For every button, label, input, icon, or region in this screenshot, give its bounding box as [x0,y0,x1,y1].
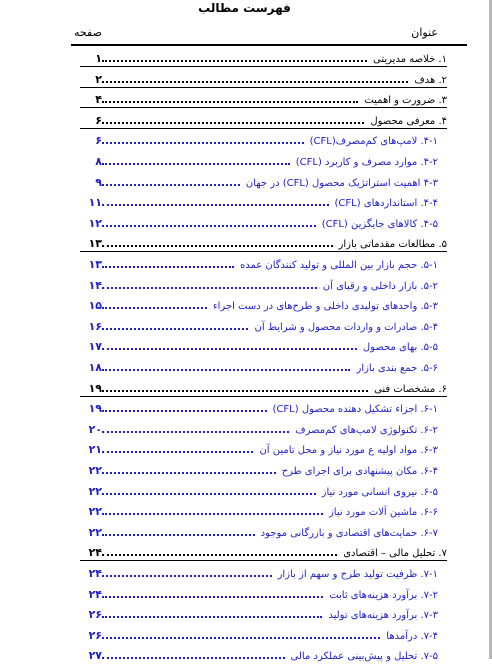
toc-page-number: ۱۳ [88,237,102,251]
toc-entry-title: ۶-۲. تکنولوژی لامپ‌های کم‌مصرف [295,424,438,436]
toc-entry-title: ۲. هدف [414,74,447,86]
toc-section-row[interactable] [0,47,492,67]
toc-entry-title: ۶-۵. نیروی انسانی مورد نیاز [321,486,438,498]
toc-page-number: ۱۹ [88,381,102,395]
toc-page-number: ۲ [95,72,102,86]
toc-page-number: ۱۶ [88,319,102,333]
toc-page-number: ۲۴ [88,587,102,601]
toc-page-number: ۱۲ [88,216,102,230]
toc-page-number: ۱۹ [88,402,102,416]
toc-page-number: ۱۸ [88,361,102,374]
dot-leader [102,287,317,289]
toc-subsection-row[interactable] [0,150,492,170]
dot-leader [102,616,322,618]
toc-entry-title: ۵-۱. حجم بازار بین المللی و تولید کنندگان عمده [239,260,438,271]
toc-entry-title: ۳. ضرورت و اهمیت [364,95,447,107]
toc-entry-title: ۶-۳. مواد اولیه ع مورد نیاز و محل تامین آن [259,445,438,457]
toc-page-number: ۲۷ [88,649,102,663]
toc-page-number: ۱۴ [88,278,102,292]
toc-entry-title: ۶-۷. حمایت‌های اقتصادی و بازرگانی موجود [260,527,438,539]
dot-leader [102,513,323,515]
toc-subsection-row[interactable] [0,644,492,664]
dot-leader [102,534,255,536]
page-column-header: صفحه [74,26,102,39]
toc-subsection-row[interactable] [0,418,492,438]
dot-leader [102,122,364,124]
toc-entry-title: ۵-۵. بهای محصول [362,342,438,354]
toc-section-row[interactable] [0,232,492,252]
toc-entry-title: ۷-۱. ظرفیت تولید طرح و سهم از بازار [277,569,438,580]
dot-leader [102,101,358,103]
toc-entry-title: ۴-۴. استانداردهای (CFL) [334,198,438,210]
toc-page-number: ۲۴ [88,567,102,580]
toc-entry-title: ۵-۴. صادرات و واردات محصول و شرایط آن [254,321,438,333]
toc-subsection-row[interactable] [0,129,492,149]
toc-entry-title: ۷-۲. برآورد هزینه‌های ثابت [329,589,438,601]
toc-page-number: ۸ [95,155,102,168]
toc-entry-title: ۶-۶. ماشین آلات مورد نیاز [328,507,438,519]
toc-entry-title: ۴-۱. لامپ‌های کم‌مصرف(CFL) [309,136,438,148]
toc-entry-title: ۱. خلاصه مدیریتی [373,54,447,65]
dot-leader [102,451,253,453]
dot-leader [102,204,329,206]
toc-subsection-row[interactable] [0,438,492,458]
toc-subsection-row[interactable] [0,335,492,355]
toc-page-number: ۲۱ [88,443,102,457]
dot-leader [102,142,304,144]
toc-subsection-row[interactable] [0,500,492,520]
toc-page-number: ۱ [95,52,102,65]
toc-page-number: ۶ [95,113,102,127]
toc-entry-title: ۴. معرفی محصول [370,115,447,127]
toc-entry-title: ۴-۳ اهمیت استراتژیک محصول (CFL) در جهان [245,177,438,189]
dot-leader [102,637,380,639]
toc-page-number: ۱۳ [88,258,102,271]
dot-leader [102,60,367,62]
toc-entry-title: ۷-۳. برآورد هزینه‌های تولید [328,610,438,622]
toc-entry-title: ۶-۱. اجزاء تشکیل دهنده محصول (CFL) [272,404,438,416]
toc-subsection-row[interactable] [0,253,492,273]
toc-page-number: ۴ [95,93,102,107]
toc-entry-title: ۵-۲. بازار داخلی و رقبای آن [322,280,438,292]
toc-page-number: ۲۴ [88,546,102,560]
dot-leader [102,657,285,659]
toc-page-number: ۲۲ [88,484,102,498]
dot-leader [102,328,248,330]
toc-section-row[interactable] [0,68,492,88]
toc-subsection-row[interactable] [0,212,492,232]
dot-leader [102,493,316,495]
toc-page-number: ۶ [95,134,102,148]
dot-leader [102,554,337,556]
dot-leader [102,369,350,371]
toc-page-number: ۲۰ [88,422,102,436]
toc-subsection-row[interactable] [0,480,492,500]
toc-section-row[interactable] [0,541,492,561]
dot-leader [102,410,267,412]
toc-entry-title: ۵. مطالعات مقدماتی بازار [338,239,447,251]
title-column-header: عنوان [411,26,438,39]
dot-leader [102,81,408,83]
dot-leader [102,431,289,433]
page-title: فهرست مطالب [198,1,291,15]
toc-subsection-row[interactable] [0,397,492,417]
toc-entry-title: ۴-۲. موارد مصرف و کاربرد (CFL) [295,157,438,168]
toc-subsection-row[interactable] [0,459,492,479]
toc-page-number: ۲۲ [88,505,102,519]
dot-leader [102,245,333,247]
toc-page-number: ۱۱ [88,196,102,210]
toc-subsection-row[interactable] [0,315,492,335]
toc-subsection-row[interactable] [0,562,492,582]
toc-entry-title: ۵-۶. جمع بندی بازار [356,363,438,374]
toc-entry-title: ۵-۳. واحدهای تولیدی داخلی و طرح‌های در دست اجراء [212,301,438,313]
toc-subsection-row[interactable] [0,603,492,623]
dot-leader [102,266,234,268]
toc-subsection-row[interactable] [0,356,492,376]
dot-leader [102,596,323,598]
dot-leader [102,575,272,577]
toc-subsection-row[interactable] [0,171,492,191]
dot-leader [102,390,368,392]
toc-page-number: ۲۶ [88,608,102,622]
toc-entry-title: ۶-۴. مکان پیشنهادی برای اجرای طرح [281,466,438,477]
toc-section-row[interactable] [0,377,492,397]
toc-entry-title: ۷. تحلیل مالی – اقتصادی [343,548,447,560]
toc-section-row[interactable] [0,88,492,108]
toc-entry-title: ۴-۵. کالاهای جایگزین (CFL) [321,218,438,230]
toc-entry-title: ۷-۴. درآمدها [386,630,438,642]
dot-leader [102,348,357,350]
toc-subsection-row[interactable] [0,583,492,603]
dot-leader [102,472,276,474]
toc-page-number: ۱۷ [88,340,102,354]
toc-entry-title: ۶. مشخصات فنی [374,383,447,395]
toc-page-number: ۲۲ [88,464,102,477]
toc-subsection-row[interactable] [0,191,492,211]
toc-page-number: ۲۲ [88,525,102,539]
dot-leader [102,225,316,227]
toc-page-number: ۹ [95,175,102,189]
toc-page-number: ۱۵ [88,299,102,313]
dot-leader [102,307,207,309]
toc-subsection-row[interactable] [0,274,492,294]
toc-subsection-row[interactable] [0,294,492,314]
toc-subsection-row[interactable] [0,624,492,644]
toc-page-number: ۲۶ [88,628,102,642]
dot-leader [102,163,290,165]
toc-entry-title: ۷-۵. تحلیل و پیش‌بینی عملکرد مالی [290,651,438,663]
dot-leader [102,184,240,186]
toc-section-row[interactable] [0,109,492,129]
toc-subsection-row[interactable] [0,521,492,541]
